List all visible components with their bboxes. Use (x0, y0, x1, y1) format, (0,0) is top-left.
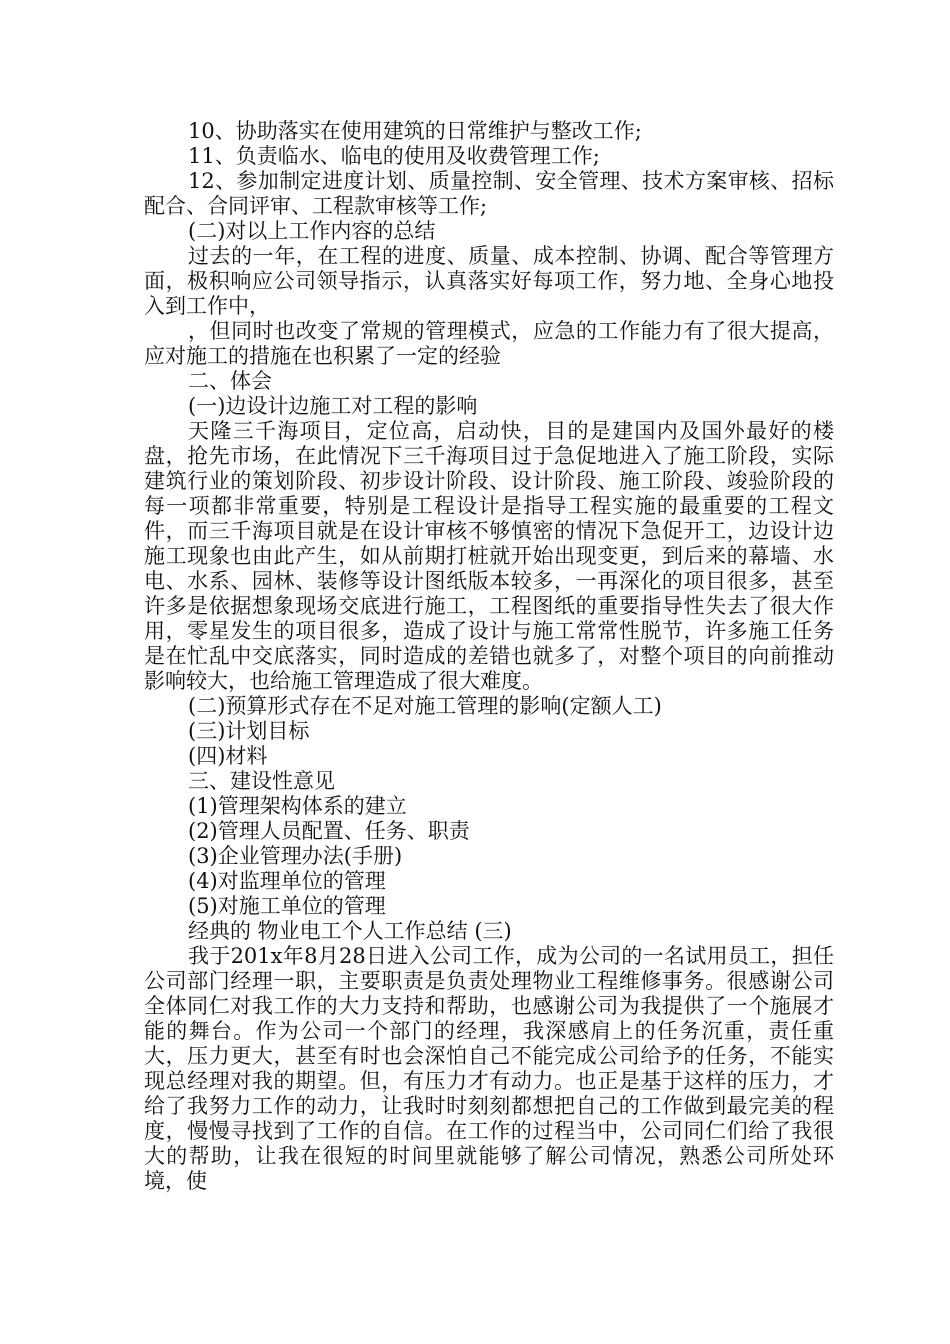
list-item-4: (4)对监理单位的管理 (188, 869, 386, 893)
paragraph-past-year: 过去的一年，在工程的进度、质量、成本控制、协调、配合等管理方面，极积响应公司领导指示，认真落实好每项工作，努力地、全身心地投入到工作中， (144, 244, 834, 318)
list-item-1: (1)管理架构体系的建立 (188, 794, 407, 818)
article-title-three: 经典的 物业电工个人工作总结 (三) (188, 919, 512, 943)
paragraph-project-description: 天隆三千海项目，定位高，启动快，目的是建国内及国外最好的楼盘，抢先市场，在此情况下三千海项目过于急促地进入了施工阶段，实际建筑行业的策划阶段、初步设计阶段、设计阶段、施工阶段、竣验阶段的每一项都非常重要，特别是工程设计是指导工程实施的最重要的工程文件，而三千海项目就是在设计审核不够慎密的情况下急促开工，边设计边施工现象也由此产生，如从前期打桩就开始出现变更，到后来的幕墙、水电、水系、园林、装修等设计图纸版本较多，一再深化的项目很多，甚至许多是依据想象现场交底进行施工，工程图纸的重要指导性失去了很大作用，零星发生的项目很多，造成了设计与施工常常性脱节，许多施工任务是在忙乱中交底落实，同时造成的差错也就多了，对整个项目的向前推动影响较大，也给施工管理造成了很大难度。 (144, 419, 834, 693)
subheading-budget: (二)预算形式存在不足对施工管理的影响(定额人工) (188, 694, 662, 718)
paragraph-self-introduction: 我于201x年8月28日进入公司工作，成为公司的一名试用员工，担任公司部门经理一职，主要职责是负责处理物业工程维修事务。很感谢公司全体同仁对我工作的大力支持和帮助，也感谢公司为我提供了一个施展才能的舞台。作为公司一个部门的经理，我深感肩上的任务沉重，责任重大，压力更大，甚至有时也会深怕自己不能完成公司给予的任务，不能实现总经理对我的期望。但，有压力才有动力。也正是基于这样的压力，才给了我努力工作的动力，让我时时刻刻都想把自己的工作做到最完美的程度，慢慢寻找到了工作的自信。在工作的过程当中，公司同仁们给了我很大的帮助，让我在很短的时间里就能够了解公司情况，熟悉公司所处环境，使 (144, 944, 834, 1193)
section-heading-experience: 二、体会 (188, 369, 272, 393)
section-heading-summary: (二)对以上工作内容的总结 (188, 219, 436, 243)
list-item-3: (3)企业管理办法(手册) (188, 844, 403, 868)
section-heading-suggestions: 三、建设性意见 (188, 769, 335, 793)
list-item-2: (2)管理人员配置、任务、职责 (188, 819, 470, 843)
subheading-design-construction: (一)边设计边施工对工程的影响 (188, 394, 478, 418)
document-body (144, 119, 834, 1194)
paragraph-item-11: 11、负责临水、临电的使用及收费管理工作; (188, 144, 600, 168)
paragraph-management-mode: ，但同时也改变了常规的管理模式，应急的工作能力有了很大提高，应对施工的措施在也积累了一定的经验 (144, 319, 834, 368)
subheading-plan-target: (三)计划目标 (188, 719, 310, 743)
paragraph-item-12: 12、参加制定进度计划、质量控制、安全管理、技术方案审核、招标配合、合同评审、工程款审核等工作; (144, 169, 834, 218)
list-item-5: (5)对施工单位的管理 (188, 894, 386, 918)
subheading-materials: (四)材料 (188, 744, 268, 768)
paragraph-item-10: 10、协助落实在使用建筑的日常维护与整改工作; (188, 119, 642, 143)
